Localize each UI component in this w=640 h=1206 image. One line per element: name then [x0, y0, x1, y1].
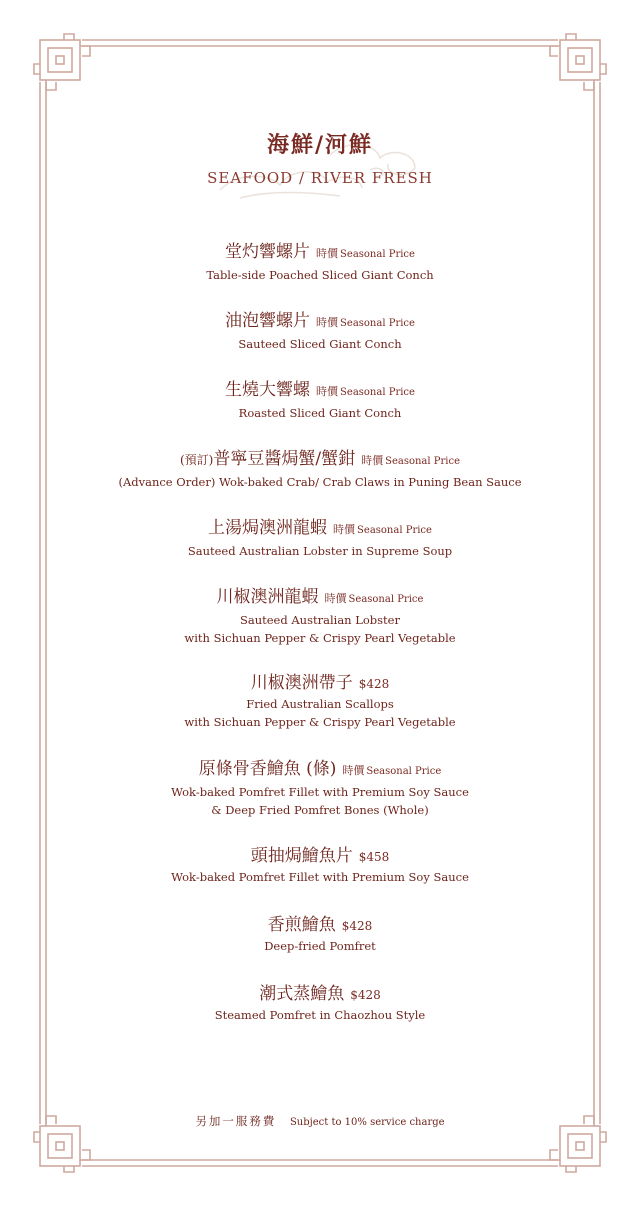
menu-item-title-line	[0, 913, 640, 938]
seasonal-price-chinese: 時價	[316, 247, 339, 260]
dish-name-english: Deep-fried Pomfret	[264, 938, 376, 953]
advance-order-tag: (預訂)	[180, 453, 214, 467]
dish-name-english: (Advance Order) Wok-baked Crab/ Crab Claws in Puning Bean Sauce	[118, 475, 522, 489]
dish-name-english: Sauteed Australian Lobster in Supreme Soup	[187, 544, 453, 558]
seasonal-price-english: Seasonal Price	[385, 456, 460, 467]
menu-item	[0, 671, 640, 730]
menu-item	[0, 585, 640, 644]
menu-item-title-line	[0, 309, 640, 336]
menu-item	[0, 982, 640, 1024]
dish-name-english: Wok-baked Pomfret Fillet with Premium Soy Sauce	[171, 785, 469, 799]
dish-name-english: Fried Australian Scallops	[246, 697, 394, 711]
dish-name-english: Sauteed Australian Lobster	[239, 613, 400, 627]
seasonal-price-chinese: 時價	[316, 385, 339, 398]
menu-item	[0, 447, 640, 489]
dish-price: $428	[341, 918, 373, 933]
dish-name-english: with Sichuan Pepper & Crispy Pearl Vegetable	[184, 714, 456, 729]
dish-name-chinese: 原條骨香鱠魚 (條)	[198, 759, 337, 779]
dish-name-english: Roasted Sliced Giant Conch	[238, 406, 402, 420]
menu-item	[0, 516, 640, 558]
menu-item-title-line	[0, 378, 640, 405]
dish-price: $458	[358, 849, 390, 864]
dish-name-chinese: 油泡響螺片	[225, 311, 311, 331]
seasonal-price-english: Seasonal Price	[340, 318, 415, 329]
section-title-chinese: 海鮮/河鮮	[266, 132, 374, 158]
dish-name-english: Sauteed Sliced Giant Conch	[238, 337, 402, 351]
seasonal-price-english: Seasonal Price	[340, 249, 415, 260]
menu-item	[0, 913, 640, 955]
section-title-english: SEAFOOD / RIVER FRESH	[207, 169, 433, 187]
menu-item	[0, 309, 640, 351]
seasonal-price-english: Seasonal Price	[340, 387, 415, 398]
dish-name-english: & Deep Fried Pomfret Bones (Whole)	[211, 802, 429, 817]
dish-name-english: Steamed Pomfret in Chaozhou Style	[214, 1007, 426, 1022]
seasonal-price-chinese: 時價	[316, 316, 339, 329]
dish-name-chinese: 生燒大響螺	[225, 380, 311, 400]
dish-name-english: Wok-baked Pomfret Fillet with Premium Soy Sauce	[171, 869, 469, 884]
dish-name-chinese: 川椒澳洲龍蝦	[216, 587, 319, 607]
seasonal-price-english: Seasonal Price	[366, 766, 442, 777]
dish-name-chinese: 上湯焗澳洲龍蝦	[208, 518, 328, 538]
menu-item-title-line	[0, 516, 640, 543]
seasonal-price-chinese: 時價	[361, 454, 384, 467]
seasonal-price-chinese: 時價	[324, 592, 347, 605]
seasonal-price-chinese: 時價	[333, 523, 356, 536]
dish-name-chinese: 香煎鱠魚	[267, 914, 336, 935]
service-charge-chinese: 另加一服務費	[195, 1114, 277, 1128]
menu-list	[0, 240, 640, 1051]
dish-price: $428	[350, 987, 381, 1002]
dish-price: $428	[358, 677, 390, 691]
service-charge-note	[0, 1113, 640, 1129]
menu-item-title-line	[0, 982, 640, 1007]
menu-item	[0, 240, 640, 282]
corner-ornament-top-left	[34, 34, 90, 90]
menu-item-title-line	[0, 671, 640, 696]
corner-ornament-top-right	[550, 34, 606, 90]
menu-item-title-line	[0, 757, 640, 784]
dish-name-english: with Sichuan Pepper & Crispy Pearl Vegetable	[184, 630, 456, 645]
menu-item	[0, 844, 640, 886]
menu-item-title-line	[0, 844, 640, 869]
seasonal-price-english: Seasonal Price	[357, 525, 432, 536]
menu-item-title-line	[0, 240, 640, 267]
dish-name-english: Table-side Poached Sliced Giant Conch	[206, 268, 434, 282]
dish-name-chinese: 潮式蒸鱠魚	[259, 983, 345, 1004]
dish-name-chinese: 堂灼響螺片	[225, 242, 311, 262]
menu-item-title-line	[0, 585, 640, 612]
seasonal-price-chinese: 時價	[342, 764, 365, 777]
dish-name-chinese: 川椒澳洲帶子	[250, 673, 353, 693]
menu-item	[0, 757, 640, 816]
seasonal-price-english: Seasonal Price	[348, 594, 424, 605]
dish-name-chinese: 普寧豆醬焗蟹/蟹鉗	[213, 449, 356, 469]
service-charge-english: Subject to 10% service charge	[289, 1117, 445, 1128]
menu-item	[0, 378, 640, 420]
dish-name-chinese: 頭抽焗鱠魚片	[250, 845, 353, 866]
menu-item-title-line	[0, 447, 640, 474]
section-header	[0, 128, 640, 187]
